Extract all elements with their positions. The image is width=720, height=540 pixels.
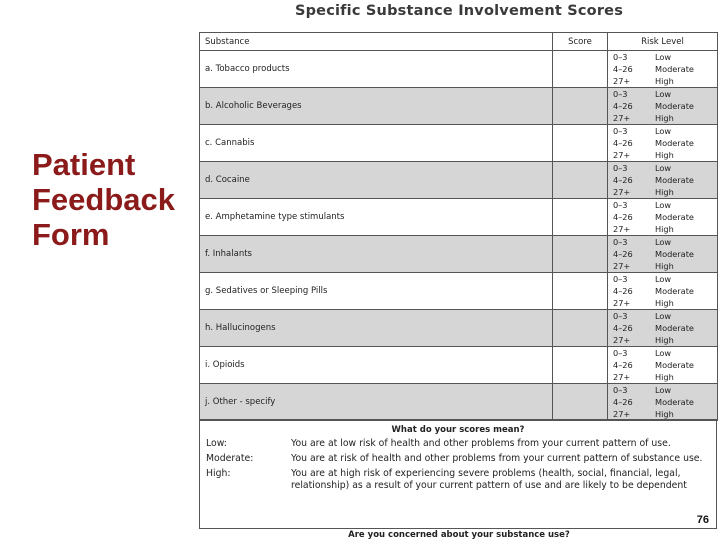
risk-range: 27+ [613, 335, 631, 345]
risk-level-cell [608, 273, 718, 310]
meaning-title: What do your scores mean? [391, 425, 525, 435]
risk-level-cell [608, 310, 718, 347]
page-heading: Specific Substance Involvement Scores [294, 3, 624, 19]
risk-level: Low [655, 274, 672, 284]
risk-range: 0–3 [613, 348, 628, 358]
risk-level: Moderate [655, 286, 694, 296]
risk-level: High [655, 113, 674, 123]
risk-level-grid [608, 236, 717, 272]
substance-cell: e. Amphetamine type stimulants [200, 199, 553, 236]
risk-range: 0–3 [613, 385, 628, 395]
meaning-label: Low: [206, 438, 227, 449]
risk-range: 4–26 [613, 64, 633, 74]
risk-level: High [655, 372, 674, 382]
risk-range: 0–3 [613, 52, 628, 62]
risk-level: Low [655, 126, 672, 136]
substance-cell: a. Tobacco products [200, 51, 553, 88]
score-column-header: Score [553, 33, 608, 51]
risk-level: High [655, 335, 674, 345]
risk-level: Low [655, 200, 672, 210]
meaning-row-moderate [200, 453, 716, 465]
risk-level: Moderate [655, 175, 694, 185]
risk-level: Moderate [655, 101, 694, 111]
risk-level-cell [608, 51, 718, 88]
risk-level: Low [655, 89, 672, 99]
meaning-text: You are at low risk of health and other problems from your current pattern of use. [291, 438, 671, 449]
meaning-row-high [200, 468, 716, 492]
meaning-text: You are at risk of health and other problems from your current pattern of substance use. [291, 453, 703, 464]
risk-range: 27+ [613, 224, 631, 234]
substance-cell: j. Other - specify [200, 384, 553, 421]
risk-level-cell [608, 347, 718, 384]
risk-level: High [655, 409, 674, 419]
risk-range: 0–3 [613, 89, 628, 99]
score-cell [553, 236, 608, 273]
risk-level-grid [608, 88, 717, 124]
risk-range: 0–3 [613, 126, 628, 136]
risk-level-cell [608, 384, 718, 421]
table-row [200, 273, 718, 310]
substance-cell: c. Cannabis [200, 125, 553, 162]
side-title-line: Feedback [32, 182, 176, 217]
score-meaning-box [199, 419, 717, 529]
table-row [200, 125, 718, 162]
risk-range: 0–3 [613, 237, 628, 247]
table-row [200, 199, 718, 236]
risk-range: 4–26 [613, 286, 633, 296]
risk-level-cell [608, 88, 718, 125]
substance-cell: g. Sedatives or Sleeping Pills [200, 273, 553, 310]
risk-range: 4–26 [613, 397, 633, 407]
substance-cell: f. Inhalants [200, 236, 553, 273]
meaning-row-low [200, 438, 716, 450]
risk-level-grid [608, 51, 717, 87]
risk-level-grid [608, 162, 717, 198]
risk-level: Low [655, 348, 672, 358]
risk-level: Low [655, 52, 672, 62]
risk-level-grid [608, 199, 717, 235]
risk-level: High [655, 261, 674, 271]
risk-level: High [655, 76, 674, 86]
risk-range: 27+ [613, 298, 631, 308]
table-body [200, 51, 718, 421]
risk-level: Moderate [655, 397, 694, 407]
table-row [200, 347, 718, 384]
risk-range: 4–26 [613, 323, 633, 333]
page-number: 76 [696, 514, 709, 526]
score-cell [553, 310, 608, 347]
risk-level-grid [608, 384, 717, 420]
side-title [32, 147, 202, 252]
score-cell [553, 347, 608, 384]
risk-range: 0–3 [613, 200, 628, 210]
meaning-text: You are at high risk of experiencing severe problems (health, social, financial, legal, relationship) as a result of your current pattern of use and are likely to be dependent [291, 468, 687, 491]
risk-level-grid [608, 273, 717, 309]
substance-column-header: Substance [200, 33, 553, 51]
risk-level: Moderate [655, 249, 694, 259]
score-cell [553, 162, 608, 199]
risk-range: 27+ [613, 409, 631, 419]
score-cell [553, 199, 608, 236]
risk-level: High [655, 298, 674, 308]
risk-column-header: Risk Level [608, 33, 718, 51]
risk-level: High [655, 187, 674, 197]
table-row [200, 384, 718, 421]
table-row [200, 51, 718, 88]
risk-range: 0–3 [613, 163, 628, 173]
risk-range: 27+ [613, 76, 631, 86]
table-row [200, 88, 718, 125]
risk-range: 4–26 [613, 360, 633, 370]
risk-level-grid [608, 347, 717, 383]
risk-range: 27+ [613, 113, 631, 123]
risk-level: High [655, 224, 674, 234]
table-row [200, 236, 718, 273]
risk-level-grid [608, 125, 717, 161]
side-title-line: Patient [32, 147, 136, 182]
risk-level: Moderate [655, 138, 694, 148]
risk-level-cell [608, 162, 718, 199]
risk-level: Moderate [655, 212, 694, 222]
score-cell [553, 125, 608, 162]
score-cell [553, 273, 608, 310]
substance-cell: b. Alcoholic Beverages [200, 88, 553, 125]
risk-range: 0–3 [613, 311, 628, 321]
table-row [200, 310, 718, 347]
risk-range: 0–3 [613, 274, 628, 284]
risk-level: High [655, 150, 674, 160]
risk-level: Moderate [655, 323, 694, 333]
meaning-label: Moderate: [206, 453, 254, 464]
risk-level: Low [655, 237, 672, 247]
risk-level: Low [655, 311, 672, 321]
risk-range: 27+ [613, 261, 631, 271]
risk-range: 4–26 [613, 138, 633, 148]
risk-range: 27+ [613, 150, 631, 160]
risk-level-cell [608, 125, 718, 162]
score-cell [553, 51, 608, 88]
substance-score-table [199, 32, 718, 421]
score-cell [553, 384, 608, 421]
meaning-label: High: [206, 468, 231, 479]
risk-level: Moderate [655, 64, 694, 74]
substance-cell: h. Hallucinogens [200, 310, 553, 347]
risk-level: Moderate [655, 360, 694, 370]
risk-level: Low [655, 163, 672, 173]
risk-level-cell [608, 199, 718, 236]
risk-range: 27+ [613, 372, 631, 382]
substance-cell: d. Cocaine [200, 162, 553, 199]
table-row [200, 162, 718, 199]
substance-cell: i. Opioids [200, 347, 553, 384]
risk-level: Low [655, 385, 672, 395]
score-cell [553, 88, 608, 125]
side-title-line: Form [32, 217, 110, 252]
risk-level-cell [608, 236, 718, 273]
risk-level-grid [608, 310, 717, 346]
risk-range: 27+ [613, 187, 631, 197]
risk-range: 4–26 [613, 175, 633, 185]
risk-range: 4–26 [613, 101, 633, 111]
risk-range: 4–26 [613, 212, 633, 222]
footer-question: Are you concerned about your substance use? [348, 530, 570, 540]
risk-range: 4–26 [613, 249, 633, 259]
